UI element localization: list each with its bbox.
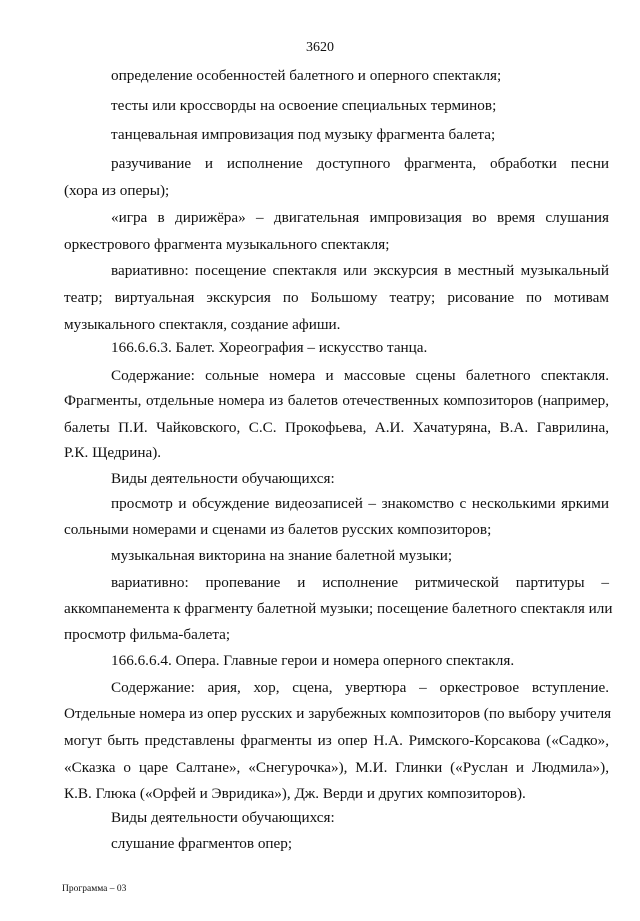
text-line: просмотр фильма-балета; <box>64 626 231 643</box>
text-line: разучивание и исполнение доступного фрагмента, обработки песни <box>111 155 609 172</box>
text-line: музыкального спектакля, создание афиши. <box>64 316 341 333</box>
text-line: танцевальная импровизация под музыку фрагмента балета; <box>111 126 496 143</box>
text-line: К.В. Глюка («Орфей и Эвридика»), Дж. Верди и других композиторов). <box>64 785 526 802</box>
text-line: оркестрового фрагмента музыкального спектакля; <box>64 236 390 253</box>
text-line: аккомпанемента к фрагменту балетной музыки; посещение балетного спектакля или <box>64 600 613 617</box>
text-line: определение особенностей балетного и оперного спектакля; <box>111 67 502 84</box>
text-line: сольными номерами и сценами из балетов русских композиторов; <box>64 521 492 538</box>
text-line: балеты П.И. Чайковского, С.С. Прокофьева, А.И. Хачатуряна, В.А. Гаврилина, <box>64 419 609 436</box>
text-line: вариативно: пропевание и исполнение ритмической партитуры – <box>111 574 609 591</box>
text-line: «игра в дирижёра» – двигательная импровизация во время слушания <box>111 209 609 226</box>
text-line: Фрагменты, отдельные номера из балетов отечественных композиторов (например, <box>64 392 609 409</box>
section-heading: 166.6.6.3. Балет. Хореография – искусство танца. <box>111 339 428 356</box>
text-line: «Сказка о царе Салтане», «Снегурочка»), М.И. Глинки («Руслан и Людмила»), <box>64 759 609 776</box>
text-line: могут быть представлены фрагменты из опер Н.А. Римского-Корсакова («Садко», <box>64 732 609 749</box>
text-line: Отдельные номера из опер русских и зарубежных композиторов (по выбору учителя <box>64 705 612 722</box>
text-line: просмотр и обсуждение видеозаписей – знакомство с несколькими яркими <box>111 495 609 512</box>
text-line: тесты или кроссворды на освоение специальных терминов; <box>111 97 497 114</box>
text-line: Р.К. Щедрина). <box>64 444 162 461</box>
section-heading: 166.6.6.4. Опера. Главные герои и номера оперного спектакля. <box>111 652 515 669</box>
text-line: музыкальная викторина на знание балетной музыки; <box>111 547 453 564</box>
text-line: театр; виртуальная экскурсия по Большому театру; рисование по мотивам <box>64 289 609 306</box>
text-line: вариативно: посещение спектакля или экскурсия в местный музыкальный <box>111 262 609 279</box>
text-line: Содержание: ария, хор, сцена, увертюра – оркестровое вступление. <box>111 679 609 696</box>
text-line: Виды деятельности обучающихся: <box>111 470 335 487</box>
page-footer: Программа – 03 <box>62 884 127 894</box>
text-line: (хора из оперы); <box>64 182 170 199</box>
text-line: Содержание: сольные номера и массовые сцены балетного спектакля. <box>111 367 609 384</box>
page-number: 3620 <box>306 40 334 55</box>
text-line: слушание фрагментов опер; <box>111 835 293 852</box>
text-line: Виды деятельности обучающихся: <box>111 809 335 826</box>
